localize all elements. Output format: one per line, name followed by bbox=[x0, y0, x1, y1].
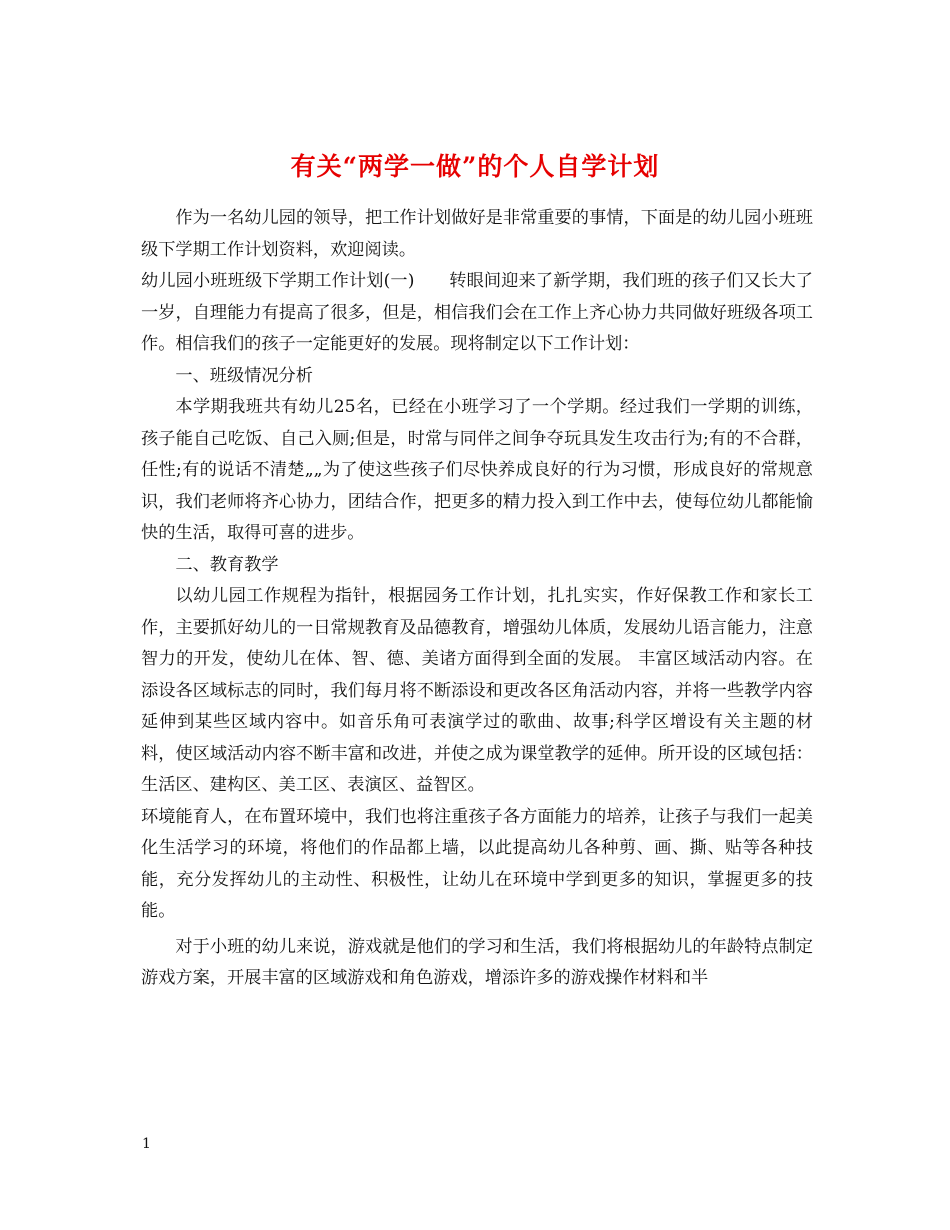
paragraph-environment: 环境能育人，在布置环境中，我们也将注重孩子各方面能力的培养，让孩子与我们一起美化生活学习的环境，将他们的作品都上墙，以此提高幼儿各种剪、画、撕、贴等各种技能，充分发挥幼儿的主动性、积极性，让幼儿在环境中学到更多的知识，掌握更多的技能。 bbox=[141, 806, 813, 921]
document-title: 有关“两学一做”的个人自学计划 bbox=[290, 151, 660, 181]
page-number: 1 bbox=[142, 1136, 151, 1152]
document-body bbox=[141, 203, 813, 995]
paragraph-games: 对于小班的幼儿来说，游戏就是他们的学习和生活，我们将根据幼儿的年龄特点制定游戏方案，开展丰富的区域游戏和角色游戏，增添许多的游戏操作材料和半 bbox=[141, 936, 813, 988]
section-heading-education: 二、教育教学 bbox=[175, 554, 279, 575]
paragraph-plan-opening: 幼儿园小班班级下学期工作计划(一) 转眼间迎来了新学期，我们班的孩子们又长大了一岁，自理能力有提高了很多，但是，相信我们会在工作上齐心协力共同做好班级各项工作。相信我们的孩子一定能更好的发展。现将制定以下工作计划： bbox=[141, 271, 813, 354]
paragraph-education: 以幼儿园工作规程为指针，根据园务工作计划，扎扎实实，作好保教工作和家长工作，主要抓好幼儿的一日常规教育及品德教育，增强幼儿体质，发展幼儿语言能力，注意智力的开发，使幼儿在体、智、德、美诸方面得到全面的发展。 丰富区域活动内容。在添设各区域标志的同时，我们每月将不断添设和更改各区角活动内容，并将一些教学内容延伸到某些区域内容中。如音乐角可表演学过的歌曲、故事;科学区增设有关主题的材料，使区域活动内容不断丰富和改进，并使之成为课堂教学的延伸。所开设的区域包括：生活区、建构区、美工区、表演区、益智区。 bbox=[141, 586, 813, 795]
paragraph-class-analysis: 本学期我班共有幼儿25名，已经在小班学习了一个学期。经过我们一学期的训练，孩子能自己吃饭、自己入厕;但是，时常与同伴之间争夺玩具发生攻击行为;有的不合群，任性;有的说话不清楚„„为了使这些孩子们尽快养成良好的行为习惯，形成良好的常规意识，我们老师将齐心协力，团结合作，把更多的精力投入到工作中去，使每位幼儿都能愉快的生活，取得可喜的进步。 bbox=[141, 397, 813, 543]
section-heading-class-analysis: 一、班级情况分析 bbox=[175, 365, 313, 386]
paragraph-intro: 作为一名幼儿园的领导，把工作计划做好是非常重要的事情，下面是的幼儿园小班班级下学期工作计划资料，欢迎阅读。 bbox=[141, 208, 813, 260]
